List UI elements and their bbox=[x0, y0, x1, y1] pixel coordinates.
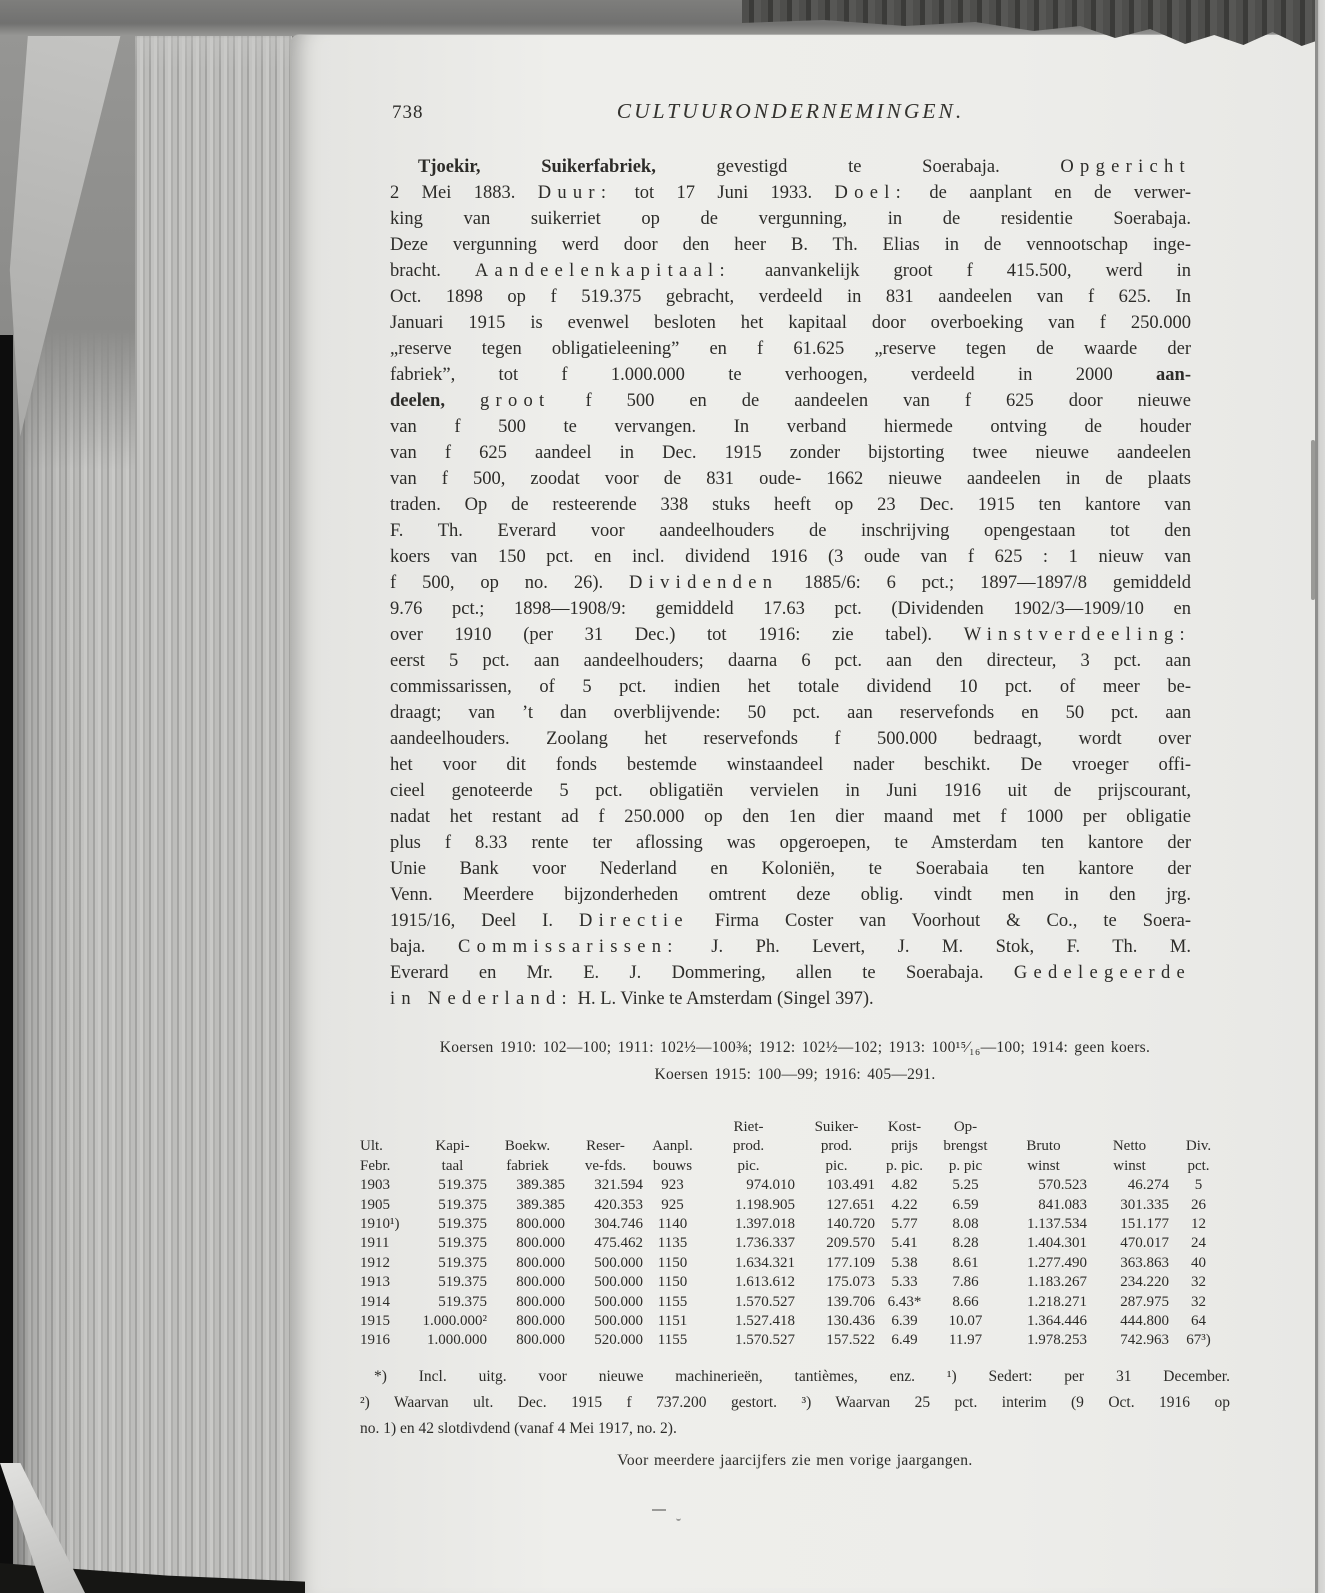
table-header-cell: prijs bbox=[891, 1138, 918, 1155]
table-cell: 470.017 bbox=[1120, 1235, 1169, 1252]
table-cell: 234.220 bbox=[1120, 1274, 1169, 1291]
text-line bbox=[390, 778, 1191, 804]
table-cell: 420.353 bbox=[594, 1196, 643, 1213]
article-paragraph bbox=[390, 154, 1191, 1012]
table-cell: 10.07 bbox=[948, 1313, 983, 1330]
table-cell: 1151 bbox=[657, 1313, 688, 1330]
table-cell: 519.375 bbox=[438, 1293, 487, 1310]
table-cell: 1.570.527 bbox=[735, 1332, 795, 1349]
table-header-row bbox=[360, 1157, 1228, 1176]
table-cell: 800.000 bbox=[516, 1332, 565, 1349]
table-header-cell: Febr. bbox=[360, 1157, 391, 1174]
text-run: plus f 8.33 rente ter aflossing was opgeroepen, te Amsterdam ten kantore der bbox=[390, 833, 1191, 853]
text-line bbox=[390, 856, 1191, 882]
closing-line: Voor meerdere jaarcijfers zie men vorige jaargangen. bbox=[617, 1451, 973, 1469]
text-run: aan- bbox=[1156, 365, 1191, 385]
text-run: de aanplant en de verwer- bbox=[907, 183, 1191, 203]
koersen-line: Koersen 1910: 102—100; 1911: 102½—100⅜; 1912: 102½—102; 1913: 100¹⁵⁄₁₆—100; 1914: geen koers. bbox=[439, 1039, 1151, 1056]
table-cell: 974.010 bbox=[746, 1177, 795, 1194]
table-cell: 800.000 bbox=[516, 1313, 565, 1330]
table-cell: 389.385 bbox=[516, 1177, 565, 1194]
table-cell: 475.462 bbox=[594, 1235, 643, 1252]
table-cell: 1915 bbox=[360, 1313, 390, 1330]
table-cell: 11.97 bbox=[948, 1332, 983, 1349]
table-cell: 5 bbox=[1194, 1177, 1203, 1194]
text-run: in Nederland: bbox=[390, 989, 573, 1009]
text-line bbox=[390, 414, 1191, 440]
table-header-cell: Kapi- bbox=[435, 1138, 470, 1155]
table-cell: 1911 bbox=[360, 1235, 390, 1252]
table-cell: 140.720 bbox=[826, 1216, 875, 1233]
text-run: Deze vergunning werd door den heer B. Th. Elias in de vennootschap inge- bbox=[390, 235, 1191, 255]
text-run: Unie Bank voor Nederland en Koloniën, te Soerabaia ten kantore der bbox=[390, 859, 1191, 879]
text-run: commissarissen, of 5 pct. indien het totale dividend 10 pct. of meer be- bbox=[390, 677, 1191, 697]
table-cell: 64 bbox=[1191, 1313, 1206, 1330]
table-header-cell: pct. bbox=[1187, 1157, 1210, 1174]
table-row bbox=[360, 1234, 1228, 1253]
table-cell: 5.25 bbox=[952, 1177, 979, 1194]
page-number: 738 bbox=[392, 102, 424, 123]
table-header-cell: Riet- bbox=[733, 1119, 764, 1135]
table-cell: 1.277.490 bbox=[1027, 1254, 1087, 1271]
table-cell: 1.000.000² bbox=[422, 1313, 487, 1330]
table-cell: 301.335 bbox=[1120, 1196, 1169, 1213]
table-cell: 5.41 bbox=[891, 1235, 918, 1252]
text-line bbox=[390, 232, 1191, 258]
text-run: Aandeelenkapitaal: bbox=[474, 261, 731, 281]
table-header-row bbox=[360, 1137, 1228, 1156]
table-header-cell: Bruto bbox=[1026, 1138, 1061, 1155]
table-cell: 519.375 bbox=[438, 1216, 487, 1233]
text-run: J. Ph. Levert, J. M. Stok, F. Th. M. bbox=[678, 937, 1192, 957]
table-cell: 519.375 bbox=[438, 1196, 487, 1213]
footnote-line: ²) Waarvan ult. Dec. 1915 f 737.200 gestort. ³) Waarvan 25 pct. interim (9 Oct. 1916 op bbox=[360, 1393, 1230, 1411]
table-cell: 8.66 bbox=[952, 1293, 979, 1310]
table-cell: 1.634.321 bbox=[735, 1254, 795, 1271]
table-cell: 1916 bbox=[360, 1332, 390, 1349]
table-cell: 570.523 bbox=[1038, 1177, 1087, 1194]
table-cell: 1.570.527 bbox=[735, 1293, 795, 1310]
footnote-line: no. 1) en 42 slotdivdend (vanaf 4 Mei 1917, no. 2). bbox=[360, 1419, 677, 1437]
table-cell: 1140 bbox=[657, 1216, 688, 1233]
text-run: aandeelhouders. Zoolang het reservefonds f 500.000 bedraagt, wordt over bbox=[390, 729, 1191, 749]
text-run: van f 625 aandeel in Dec. 1915 zonder bijstorting twee nieuwe aandeelen bbox=[390, 443, 1191, 463]
text-run: bracht. bbox=[390, 261, 475, 281]
table-cell: 1135 bbox=[657, 1235, 688, 1252]
table-cell: 1903 bbox=[360, 1177, 390, 1194]
text-line bbox=[390, 960, 1191, 986]
text-run: H. L. Vinke te Amsterdam (Singel 397). bbox=[572, 989, 874, 1009]
text-line bbox=[390, 726, 1191, 752]
table-cell: 520.000 bbox=[594, 1332, 643, 1349]
table-row bbox=[360, 1312, 1228, 1331]
table-row bbox=[360, 1215, 1228, 1234]
table-cell: 8.28 bbox=[952, 1235, 979, 1252]
right-scan-margin bbox=[1315, 0, 1325, 1593]
table-cell: 6.49 bbox=[891, 1332, 918, 1349]
year-figures-table bbox=[360, 1118, 1228, 1351]
text-line bbox=[390, 440, 1191, 466]
table-cell: 1.397.018 bbox=[735, 1216, 795, 1233]
table-header-cell: Reser- bbox=[586, 1138, 625, 1155]
table-header-cell: Kost- bbox=[887, 1119, 922, 1135]
table-row bbox=[360, 1196, 1228, 1215]
table-cell: 177.109 bbox=[826, 1254, 875, 1271]
table-cell: 1150 bbox=[657, 1254, 688, 1271]
page bbox=[290, 34, 1315, 1593]
table-header-cell: prod. bbox=[732, 1138, 765, 1155]
table-cell: 363.863 bbox=[1120, 1254, 1169, 1271]
table-header-cell: Boekw. bbox=[504, 1138, 551, 1155]
text-run: van f 500 te vervangen. In verband hiermede ontving de houder bbox=[390, 417, 1191, 437]
text-run bbox=[445, 391, 480, 411]
table-cell: 1.198.905 bbox=[735, 1196, 795, 1213]
table-header-cell: Suiker- bbox=[814, 1119, 859, 1135]
table-cell: 1155 bbox=[657, 1332, 688, 1349]
table-header-cell: Ult. bbox=[360, 1138, 383, 1155]
text-line bbox=[390, 518, 1191, 544]
table-cell: 1914 bbox=[360, 1293, 390, 1310]
text-run: traden. Op de resteerende 338 stuks heeft op 23 Dec. 1915 ten kantore van bbox=[390, 495, 1191, 515]
table-cell: 4.22 bbox=[891, 1196, 918, 1213]
koersen-block bbox=[360, 1034, 1230, 1088]
table-header-cell: prod. bbox=[820, 1138, 853, 1155]
text-line bbox=[390, 596, 1191, 622]
table-cell: 321.594 bbox=[594, 1177, 643, 1194]
table-cell: 46.274 bbox=[1127, 1177, 1169, 1194]
table-header-cell: taal bbox=[441, 1157, 464, 1174]
text-line bbox=[390, 648, 1191, 674]
text-run: Firma Coster van Voorhout & Co., te Soera- bbox=[688, 911, 1191, 931]
text-line bbox=[390, 310, 1191, 336]
table-header-cell: p. pic. bbox=[885, 1157, 924, 1174]
table-row bbox=[360, 1254, 1228, 1273]
table-cell: 4.82 bbox=[891, 1177, 918, 1194]
text-run: fabriek”, tot f 1.000.000 te verhoogen, verdeeld in 2000 bbox=[390, 365, 1157, 385]
table-cell: 841.083 bbox=[1038, 1196, 1087, 1213]
text-run: het voor dit fonds bestemde winstaandeel nader beschikt. De vroeger offi- bbox=[390, 755, 1191, 775]
table-header-cell: p. pic bbox=[948, 1157, 983, 1174]
table-cell: 1905 bbox=[360, 1196, 390, 1213]
table-cell: 6.39 bbox=[891, 1313, 918, 1330]
table-cell: 5.77 bbox=[891, 1216, 918, 1233]
text-run: over 1910 (per 31 Dec.) tot 1916: zie tabel). bbox=[390, 625, 964, 645]
text-run: Dividenden bbox=[629, 573, 779, 593]
table-cell: 304.746 bbox=[594, 1216, 643, 1233]
text-line bbox=[390, 908, 1191, 934]
text-run: Duur: bbox=[537, 183, 613, 203]
text-run: tot 17 Juni 1933. bbox=[612, 183, 835, 203]
text-run: f 500 en de aandeelen van f 625 door nieuwe bbox=[550, 391, 1192, 411]
table-cell: 1.000.000 bbox=[427, 1332, 487, 1349]
table-header-cell: winst bbox=[1113, 1157, 1146, 1174]
table-cell: 519.375 bbox=[438, 1177, 487, 1194]
table-cell: 8.61 bbox=[952, 1254, 979, 1271]
footnotes-block bbox=[360, 1364, 1230, 1442]
text-run: king van suikerriet op de vergunning, in de residentie Soerabaja. bbox=[390, 209, 1191, 229]
table-header-cell bbox=[1000, 1118, 1090, 1137]
table-header-row bbox=[360, 1118, 1228, 1137]
table-cell: 389.385 bbox=[516, 1196, 565, 1213]
text-run: Doel: bbox=[834, 183, 908, 203]
table-cell: 7.86 bbox=[952, 1274, 979, 1291]
table-cell: 130.436 bbox=[826, 1313, 875, 1330]
table-cell: 519.375 bbox=[438, 1254, 487, 1271]
table-cell: 500.000 bbox=[594, 1254, 643, 1271]
table-cell: 67³) bbox=[1186, 1332, 1211, 1349]
table-cell: 151.177 bbox=[1120, 1216, 1169, 1233]
text-line bbox=[390, 986, 1191, 1012]
table-cell: 5.38 bbox=[891, 1254, 918, 1271]
text-line bbox=[390, 882, 1191, 908]
text-line bbox=[390, 570, 1191, 596]
table-header-cell: Aanpl. bbox=[652, 1138, 693, 1155]
table-header-cell: bouws bbox=[652, 1157, 693, 1174]
text-line bbox=[390, 752, 1191, 778]
table-header-cell bbox=[646, 1118, 702, 1137]
table-header-cell: brengst bbox=[943, 1138, 988, 1155]
table-row bbox=[360, 1273, 1228, 1292]
table-body bbox=[360, 1176, 1228, 1351]
table-cell: 1.137.534 bbox=[1027, 1216, 1087, 1233]
table-cell: 800.000 bbox=[516, 1216, 565, 1233]
text-line bbox=[390, 622, 1191, 648]
table-header-cell: pic. bbox=[825, 1157, 848, 1174]
text-line bbox=[390, 934, 1191, 960]
text-run: cieel genoteerde 5 pct. obligatiën vervielen in Juni 1916 uit de prijscourant, bbox=[390, 781, 1191, 801]
table-cell: 8.08 bbox=[952, 1216, 979, 1233]
table-cell: 800.000 bbox=[516, 1274, 565, 1291]
table-cell: 6.59 bbox=[952, 1196, 979, 1213]
text-run: draagt; van ’t dan overblijvende: 50 pct. aan reservefonds en 50 pct. aan bbox=[390, 703, 1191, 723]
table-cell: 923 bbox=[661, 1177, 684, 1194]
table-cell: 519.375 bbox=[438, 1235, 487, 1252]
table-header-cell bbox=[1172, 1118, 1228, 1137]
table-cell: 12 bbox=[1191, 1216, 1206, 1233]
text-line bbox=[390, 388, 1191, 414]
text-run: nadat het restant ad f 250.000 op den 1en dier maand met f 1000 per obligatie bbox=[390, 807, 1191, 827]
text-run: 9.76 pct.; 1898—1908/9: gemiddeld 17.63 pct. (Dividenden 1902/3—1909/10 en bbox=[390, 599, 1191, 619]
text-line bbox=[390, 830, 1191, 856]
table-cell: 287.975 bbox=[1120, 1293, 1169, 1310]
text-run: F. Th. Everard voor aandeelhouders de inschrijving opengestaan tot den bbox=[390, 521, 1191, 541]
text-run: baja. bbox=[390, 937, 458, 957]
text-run: gevestigd te Soerabaja. bbox=[655, 157, 1061, 177]
text-run: Venn. Meerdere bijzonderheden omtrent deze oblig. vindt men in den jrg. bbox=[390, 885, 1191, 905]
text-run: Commissarissen: bbox=[457, 937, 679, 957]
table-header-cell bbox=[360, 1118, 418, 1137]
book-cover-edge bbox=[0, 335, 13, 1593]
text-line bbox=[390, 544, 1191, 570]
text-line bbox=[390, 804, 1191, 830]
right-edge-mark bbox=[1311, 440, 1315, 600]
table-header-cell: pic. bbox=[737, 1157, 760, 1174]
table-cell: 1.978.253 bbox=[1027, 1332, 1087, 1349]
table-row bbox=[360, 1293, 1228, 1312]
page-header bbox=[390, 99, 1191, 129]
text-run: Everard en Mr. E. J. Dommering, allen te Soerabaja. bbox=[390, 963, 1014, 983]
scan-artifact-dot bbox=[676, 1515, 681, 1521]
table-row bbox=[360, 1176, 1228, 1195]
text-run: f 500, op no. 26). bbox=[390, 573, 630, 593]
table-cell: 1913 bbox=[360, 1274, 390, 1291]
table-cell: 157.522 bbox=[826, 1332, 875, 1349]
table-cell: 24 bbox=[1191, 1235, 1206, 1252]
table-header bbox=[360, 1118, 1228, 1176]
text-run: Winstverdeeling: bbox=[963, 625, 1191, 645]
table-cell: 742.963 bbox=[1120, 1332, 1169, 1349]
table-cell: 444.800 bbox=[1120, 1313, 1169, 1330]
table-header-cell bbox=[568, 1118, 646, 1137]
text-line bbox=[390, 362, 1191, 388]
text-line bbox=[390, 674, 1191, 700]
scan-artifact-dash bbox=[652, 1509, 666, 1511]
running-title: CULTUURONDERNEMINGEN. bbox=[616, 99, 965, 123]
table-cell: 500.000 bbox=[594, 1313, 643, 1330]
table-header-cell: Netto bbox=[1112, 1138, 1147, 1155]
table-cell: 1.364.446 bbox=[1027, 1313, 1087, 1330]
table-cell: 175.073 bbox=[826, 1274, 875, 1291]
table-cell: 209.570 bbox=[826, 1235, 875, 1252]
text-run: aanvankelijk groot f 415.500, werd in bbox=[730, 261, 1191, 281]
text-run: 1885/6: 6 pct.; 1897—1897/8 gemiddeld bbox=[778, 573, 1191, 593]
text-run: Januari 1915 is evenwel besloten het kapitaal door overboeking van f 250.000 bbox=[390, 313, 1191, 333]
table-cell: 1.613.612 bbox=[735, 1274, 795, 1291]
text-run: koers van 150 pct. en incl. dividend 1916 (3 oude van f 625 : 1 nieuw van bbox=[390, 547, 1191, 567]
table-header-cell: Op- bbox=[953, 1119, 978, 1135]
text-line bbox=[390, 284, 1191, 310]
koersen-line: Koersen 1915: 100—99; 1916: 405—291. bbox=[654, 1066, 936, 1083]
table-row bbox=[360, 1331, 1228, 1350]
table-cell: 1910¹) bbox=[360, 1216, 400, 1233]
text-run: van f 500, zoodat voor de 831 oude- 1662 nieuwe aandeelen in de plaats bbox=[390, 469, 1191, 489]
text-line bbox=[390, 336, 1191, 362]
text-line bbox=[390, 466, 1191, 492]
table-cell: 139.706 bbox=[826, 1293, 875, 1310]
table-cell: 500.000 bbox=[594, 1274, 643, 1291]
text-line bbox=[390, 492, 1191, 518]
table-cell: 925 bbox=[661, 1196, 684, 1213]
text-run: groot bbox=[479, 391, 551, 411]
text-line bbox=[390, 180, 1191, 206]
text-line bbox=[390, 206, 1191, 232]
text-run: Tjoekir, Suikerfabriek, bbox=[418, 157, 656, 177]
table-cell: 5.33 bbox=[891, 1274, 918, 1291]
table-header-cell: fabriek bbox=[506, 1157, 549, 1174]
table-cell: 519.375 bbox=[438, 1274, 487, 1291]
table-cell: 32 bbox=[1191, 1293, 1206, 1310]
text-line bbox=[390, 258, 1191, 284]
table-header-cell bbox=[1090, 1118, 1172, 1137]
text-run: Oct. 1898 op f 519.375 gebracht, verdeeld in 831 aandeelen van f 625. In bbox=[390, 287, 1191, 307]
table-cell: 1.404.301 bbox=[1027, 1235, 1087, 1252]
text-line bbox=[390, 700, 1191, 726]
text-line bbox=[390, 154, 1191, 180]
table-cell: 1.736.337 bbox=[735, 1235, 795, 1252]
table-cell: 1.218.271 bbox=[1027, 1293, 1087, 1310]
table-header-cell bbox=[490, 1118, 568, 1137]
text-run: deelen, bbox=[390, 391, 445, 411]
table-cell: 32 bbox=[1191, 1274, 1206, 1291]
table-header-cell bbox=[418, 1118, 490, 1137]
table-cell: 500.000 bbox=[594, 1293, 643, 1310]
table-cell: 1150 bbox=[657, 1274, 688, 1291]
table-cell: 1.527.418 bbox=[735, 1313, 795, 1330]
table-cell: 1.183.267 bbox=[1027, 1274, 1087, 1291]
table-cell: 1912 bbox=[360, 1254, 390, 1271]
table-cell: 800.000 bbox=[516, 1293, 565, 1310]
text-run: Opgericht bbox=[1060, 157, 1191, 177]
text-run: Gedelegeerde bbox=[1013, 963, 1191, 983]
text-run: 1915/16, Deel I. bbox=[390, 911, 579, 931]
table-header-cell: winst bbox=[1027, 1157, 1060, 1174]
page-content bbox=[290, 35, 1315, 1470]
table-cell: 800.000 bbox=[516, 1235, 565, 1252]
table-cell: 26 bbox=[1191, 1196, 1206, 1213]
table-cell: 1155 bbox=[657, 1293, 688, 1310]
text-run: „reserve tegen obligatieleening” en f 61.625 „reserve tegen de waarde der bbox=[390, 339, 1191, 359]
table-header-cell: Div. bbox=[1185, 1138, 1212, 1155]
text-run: 2 Mei 1883. bbox=[390, 183, 538, 203]
text-run: eerst 5 pct. aan aandeelhouders; daarna 6 pct. aan den directeur, 3 pct. aan bbox=[390, 651, 1191, 671]
text-run: Directie bbox=[578, 911, 689, 931]
table-cell: 127.651 bbox=[826, 1196, 875, 1213]
footnote-line: *) Incl. uitg. voor nieuwe machinerieën, tantièmes, enz. ¹) Sedert: per 31 December. bbox=[374, 1367, 1230, 1385]
table-cell: 40 bbox=[1191, 1254, 1206, 1271]
table-cell: 103.491 bbox=[826, 1177, 875, 1194]
table-cell: 800.000 bbox=[516, 1254, 565, 1271]
table-cell: 6.43* bbox=[887, 1293, 922, 1310]
table-header-cell: ve-fds. bbox=[584, 1157, 627, 1174]
